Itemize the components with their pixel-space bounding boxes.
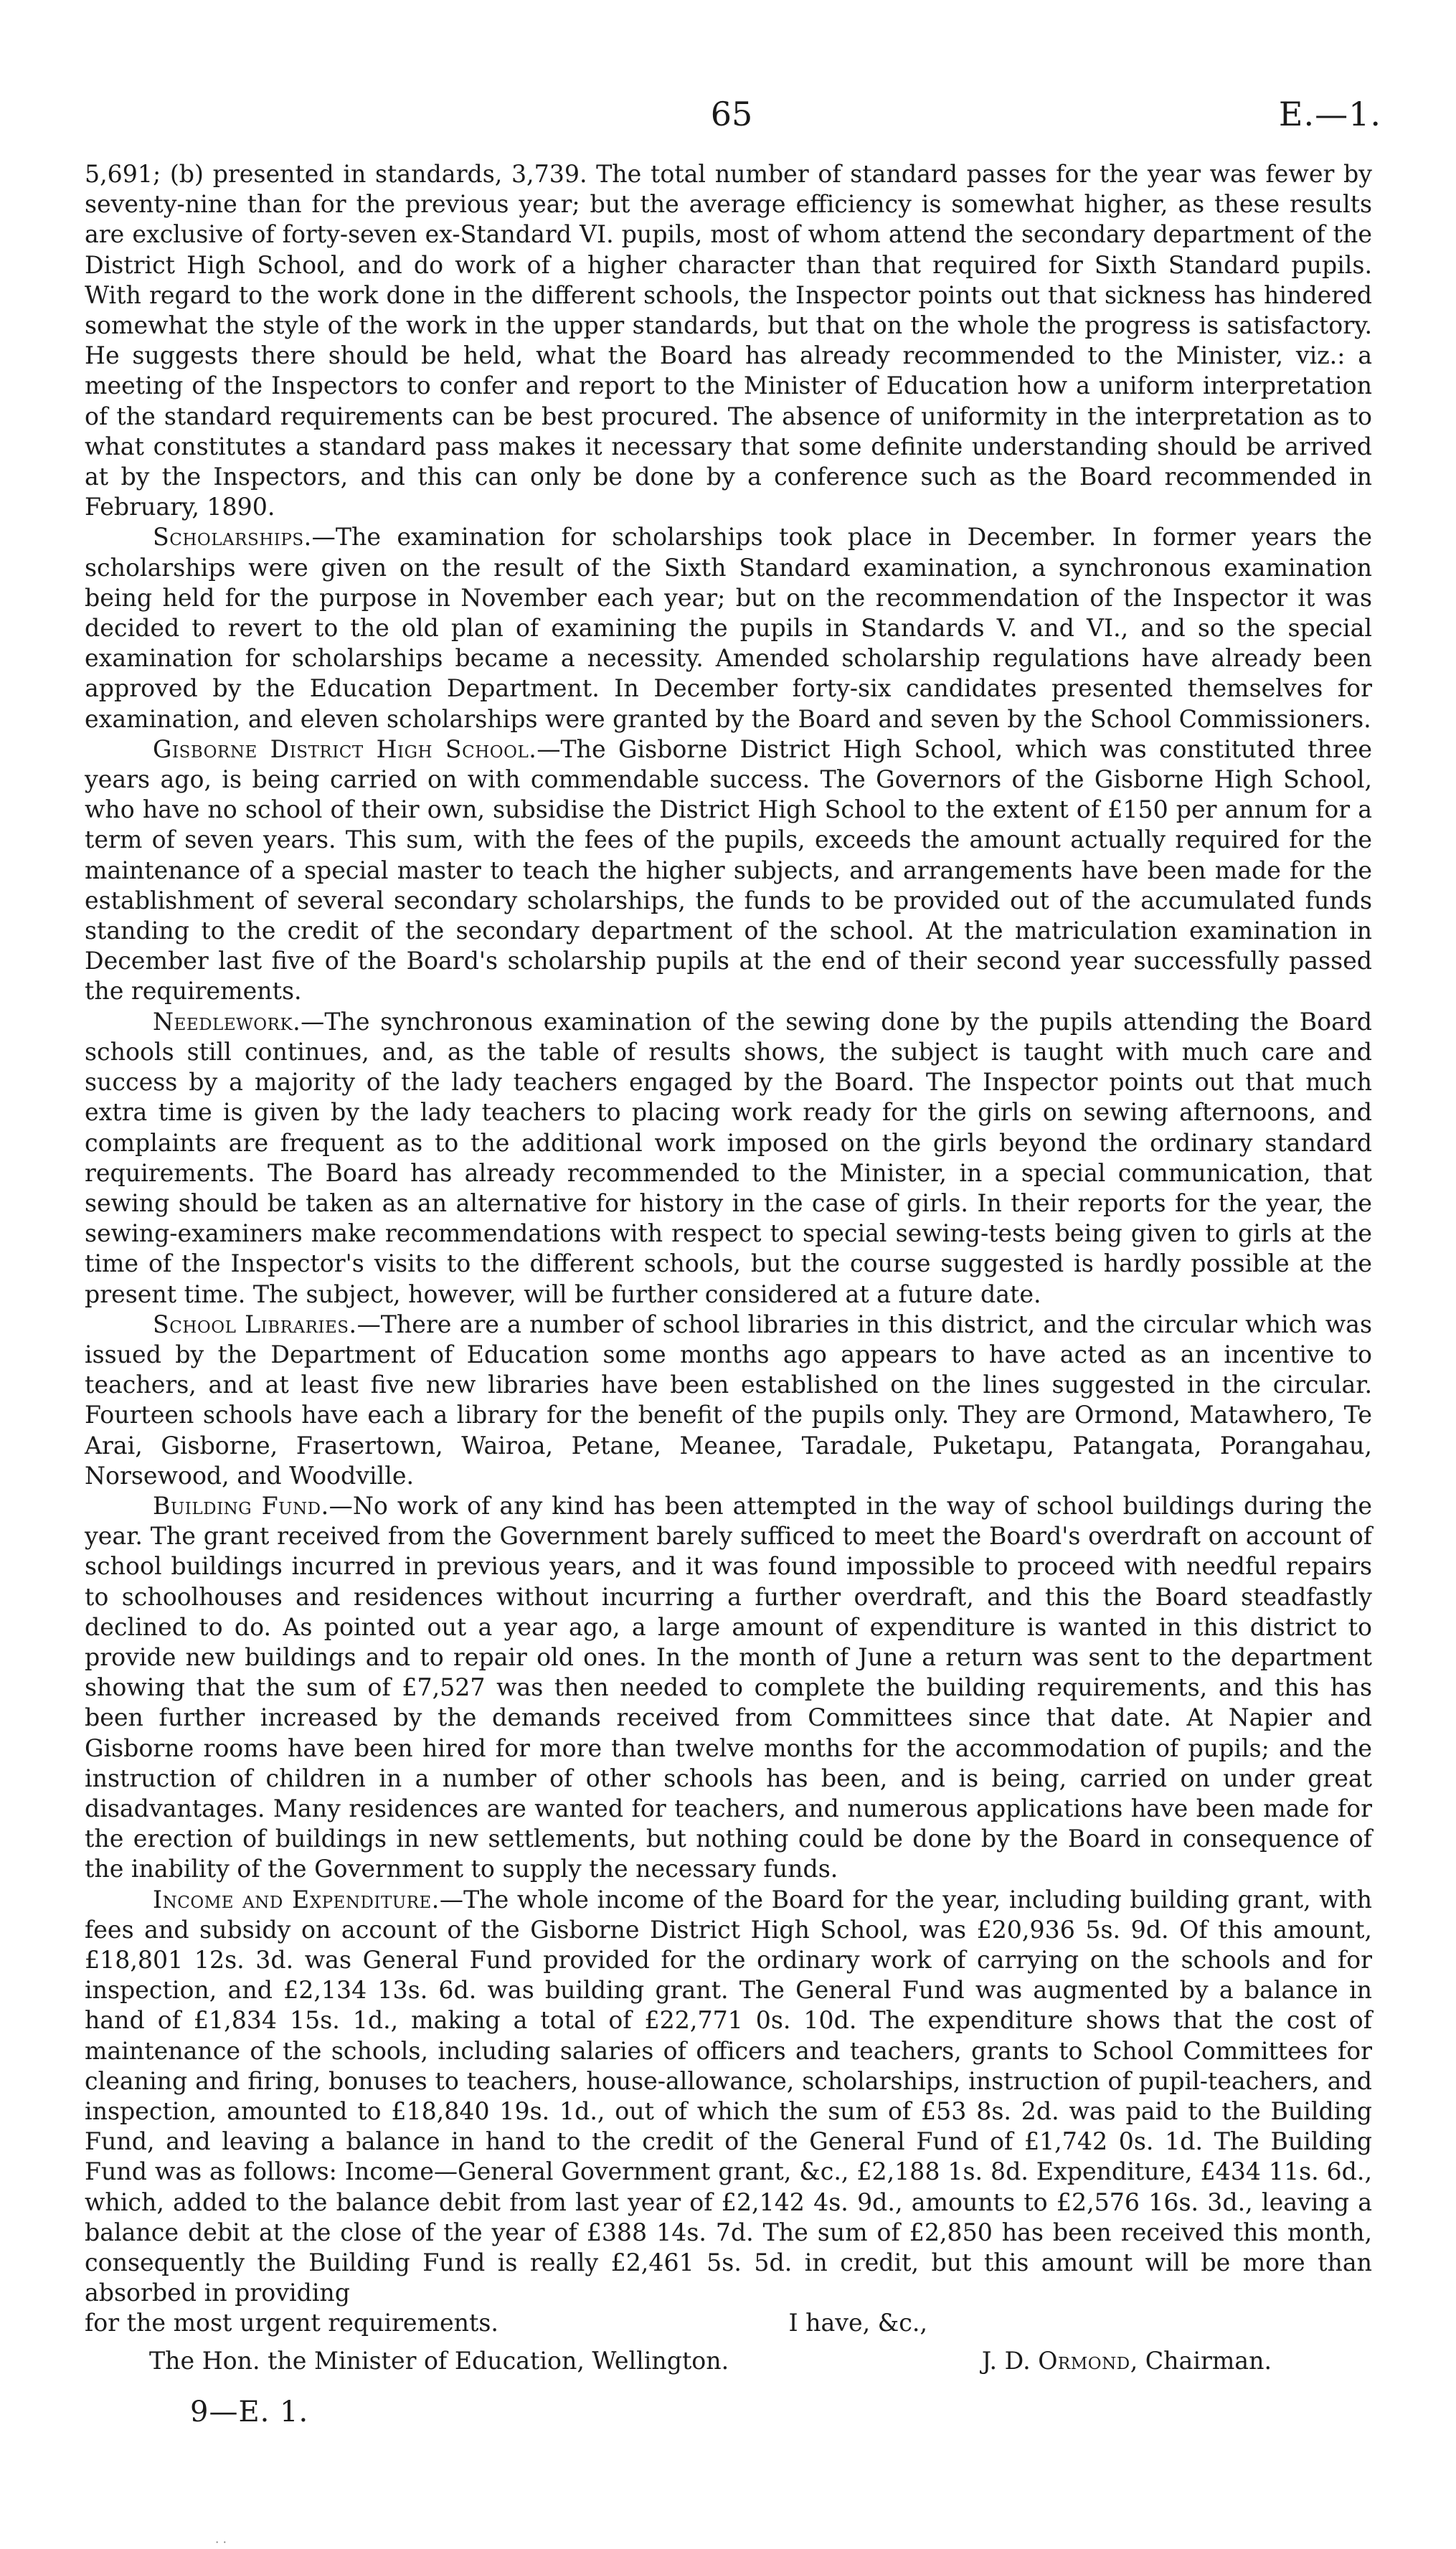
paragraph-standards: 5,691; (b) presented in standards, 3,739. The total number of standard passes for the year was fewer by seventy-nine than for the previous year; but the average efficiency is somewhat higher, as these results are exclusive of forty-seven ex-Standard VI. pupils, most of whom attend the secondary department of the District High School, and do work of a higher character than that required for Sixth Standard pupils. With regard to the work done in the different schools, the Inspector points out that sickness has hindered somewhat the style of the work in the upper standards, but that on the whole the progress is satisfactory. He suggests there should be held, what the Board has already recommended to the Minister, viz.: a meeting of the Inspectors to confer and report to the Minister of Education how a uniform interpretation of the standard requirements can be best procured. The absence of uniformity in the interpretation as to what constitutes a standard pass makes it necessary that some definite understanding should be arrived at by the Inspectors, and this can only be done by a conference such as the Board recommended in February, 1890. xyxy=(85,160,1372,521)
signatory-name: Ormond xyxy=(1038,2346,1130,2375)
signatory-title: , Chairman. xyxy=(1130,2346,1272,2375)
signature-block xyxy=(982,2346,1272,2376)
heading-scholarships: Scholarships. xyxy=(153,523,312,552)
text-building-fund: —No work of any kind has been attempted in the way of school buildings during the year. The grant received from the Government barely sufficed to meet the Board's overdraft on account of school buildings incurred in previous years, and it was found impossible to proceed with needful repairs to schoolhouses and residences without incurring a further overdraft, and this the Board steadfastly declined to do. As pointed out a year ago, a large amount of expenditure is wanted in this district to provide new buildings and to repair old ones. In the month of June a return was sent to the department showing that the sum of £7,527 was then needed to complete the building requirements, and this has been further increased by the demands received from Committees since that date. At Napier and Gisborne rooms have been hired for more than twelve months for the accommodation of pupils; and the instruction of children in a number of other schools has been, and is being, carried on under great disadvantages. Many residences are wanted for teachers, and numerous applications have been made for the erection of buildings in new settlements, but nothing could be done by the Board in consequence of the inability of the Government to supply the necessary funds. xyxy=(85,1491,1372,1883)
report-body xyxy=(85,159,1372,2376)
page-number: 65 xyxy=(710,95,753,133)
text-scholarships: —The examination for scholarships took place in December. In former years the scholarships were given on the result of the Sixth Standard examination, a synchronous examination being held for the purpose in November each year; but on the recommendation of the Inspector it was decided to revert to the old plan of examining the pupils in Standards V. and VI., and so the special examination for scholarships became a necessity. Amended scholarship regulations have already been approved by the Education Department. In December forty-six candidates presented themselves for examination, and eleven scholarships were granted by the Board and seven by the School Commissioners. xyxy=(85,523,1372,733)
paragraph-scholarships xyxy=(85,522,1372,734)
heading-needlework: Needlework. xyxy=(153,1007,301,1036)
paragraph-needlework xyxy=(85,1007,1372,1310)
stray-ink-mark: ⋅ ⋅ xyxy=(215,2535,227,2549)
text-district-high-school: —The Gisborne District High School, which was constituted three years ago, is being carried on with commendable success. The Governors of the Gisborne High School, who have no school of their own, subsidise the District High School to the extent of £150 per annum for a term of seven years. This sum, with the fees of the pupils, exceeds the amount actually required for the maintenance of a special master to teach the higher subjects, and arrangements have been made for the establishment of several secondary scholarships, the funds to be provided out of the accumulated funds standing to the credit of the secondary department of the school. At the matriculation examination in December last five of the Board's scholarship pupils at the end of their second year successfully passed the requirements. xyxy=(85,734,1373,1006)
salutation: I have, &c., xyxy=(788,2309,927,2337)
printer-signature-mark: 9—E. 1. xyxy=(190,2396,309,2429)
paragraph-district-high-school xyxy=(85,734,1372,1007)
heading-building-fund: Building Fund. xyxy=(153,1491,329,1520)
text-needlework: —The synchronous examination of the sewing done by the pupils attending the Board schools still continues, and, as the table of results shows, the subject is taught with much care and success by a majority of the lady teachers engaged by the Board. The Inspector points out that much extra time is given by the lady teachers to placing work ready for the girls on sewing afternoons, and complaints are frequent as to the additional work imposed on the girls beyond the ordinary standard requirements. The Board has already recommended to the Minister, in a special communication, that sewing should be taken as an alternative for history in the case of girls. In their reports for the year, the sewing-examiners make recommendations with respect to special sewing-tests being given to girls at the time of the Inspector's visits to the different schools, but the course suggested is hardly possible at the present time. The subject, however, will be further considered at a future date. xyxy=(85,1007,1372,1308)
text-school-libraries: —There are a number of school libraries in this district, and the circular which was issued by the Department of Education some months ago appears to have acted as an incentive to teachers, and at least five new libraries have been established on the lines suggested in the circular. Fourteen schools have each a library for the benefit of the pupils only. They are Ormond, Matawhero, Te Arai, Gisborne, Frasertown, Wairoa, Petane, Meanee, Taradale, Puketapu, Patangata, Porangahau, Norsewood, and Woodville. xyxy=(85,1310,1372,1490)
text-income-expenditure: —The whole income of the Board for the year, including building grant, with fees and subsidy on account of the Gisborne District High School, was £20,936 5s. 9d. Of this amount, £18,801 12s. 3d. was General Fund provided for the ordinary work of carrying on the schools and for inspection, and £2,134 13s. 6d. was building grant. The General Fund was augmented by a balance in hand of £1,834 15s. 1d., making a total of £22,771 0s. 10d. The expenditure shows that the cost of maintenance of the schools, including salaries of officers and teachers, grants to School Committees for cleaning and firing, bonuses to teachers, house-allowance, scholarships, instruction of pupil-teachers, and inspection, amounted to £18,840 19s. 1d., out of which the sum of £53 8s. 2d. was paid to the Building Fund, and leaving a balance in hand to the credit of the General Fund of £1,742 0s. 1d. The Building Fund was as follows: Income—General Government grant, &c., £2,188 1s. 8d. Expenditure, £434 11s. 6d., which, added to the balance debit from last year of £2,142 4s. 9d., amounts to £2,576 16s. 3d., leaving a balance debit at the close of the year of £388 14s. 7d. The sum of £2,850 has been received this month, consequently the Building Fund is really £2,461 5s. 5d. in credit, but this amount will be more than absorbed in providing xyxy=(85,1885,1373,2307)
closing-phrase: for the most urgent requirements. xyxy=(85,2309,498,2337)
heading-income-expenditure: Income and Expenditure. xyxy=(153,1885,440,1914)
address-row xyxy=(85,2346,1372,2376)
paragraph-school-libraries xyxy=(85,1310,1372,1491)
closing-row xyxy=(85,2308,1372,2338)
document-reference: E.—1. xyxy=(1278,95,1381,133)
signatory-initials: J. D. xyxy=(981,2346,1031,2375)
paragraph-income-expenditure xyxy=(85,1885,1372,2309)
heading-school-libraries: School Libraries. xyxy=(153,1310,357,1338)
addressee: The Hon. the Minister of Education, Wellington. xyxy=(149,2346,729,2375)
heading-district-high-school: Gisborne District High School. xyxy=(153,734,537,763)
paragraph-building-fund xyxy=(85,1491,1372,1885)
